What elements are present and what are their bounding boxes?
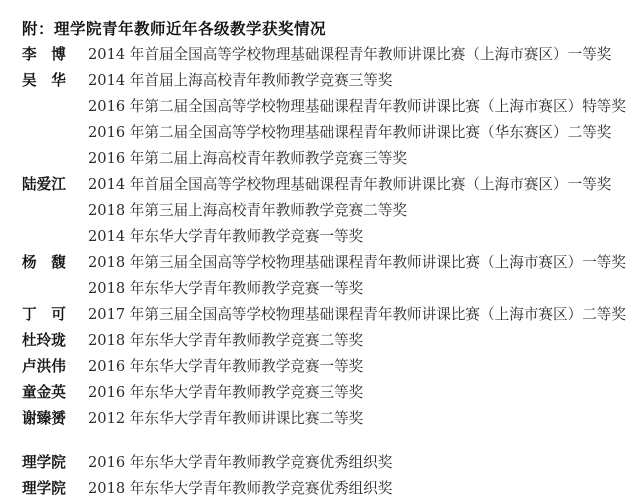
awardee-name: 杨 馥 <box>22 254 66 271</box>
awardee-name: 童金英 <box>22 384 66 401</box>
awardee-name: 理学院 <box>22 480 66 497</box>
award-line: 2016 年第二届全国高等学校物理基础课程青年教师讲课比赛（上海市赛区）特等奖 <box>88 98 626 115</box>
award-lines <box>88 450 632 476</box>
award-line: 2014 年首届上海高校青年教师教学竞赛三等奖 <box>88 72 393 89</box>
entry-row <box>22 380 632 406</box>
page-title: 附：理学院青年教师近年各级教学获奖情况 <box>22 19 327 38</box>
awardee-name: 理学院 <box>22 454 66 471</box>
award-lines <box>88 476 632 502</box>
award-line: 2018 年第三届全国高等学校物理基础课程青年教师讲课比赛（上海市赛区）一等奖 <box>88 254 626 271</box>
award-line: 2016 年东华大学青年教师教学竞赛优秀组织奖 <box>88 454 393 471</box>
award-line: 2014 年东华大学青年教师教学竞赛一等奖 <box>88 228 364 245</box>
award-line: 2016 年东华大学青年教师教学竞赛三等奖 <box>88 384 364 401</box>
award-line: 2016 年东华大学青年教师教学竞赛一等奖 <box>88 358 364 375</box>
award-line: 2016 年第二届全国高等学校物理基础课程青年教师讲课比赛（华东赛区）二等奖 <box>88 124 612 141</box>
award-lines <box>88 354 632 380</box>
awardee-name: 李 博 <box>22 46 66 63</box>
entry-row <box>22 42 632 68</box>
award-lines <box>88 68 632 172</box>
entry-row <box>22 68 632 172</box>
award-lines <box>88 172 632 250</box>
award-line: 2018 年东华大学青年教师教学竞赛一等奖 <box>88 280 364 297</box>
entry-row <box>22 406 632 432</box>
awardee-name: 吴 华 <box>22 72 66 89</box>
award-line: 2017 年第三届全国高等学校物理基础课程青年教师讲课比赛（上海市赛区）二等奖 <box>88 306 626 323</box>
entry-row <box>22 172 632 250</box>
award-line: 2014 年首届全国高等学校物理基础课程青年教师讲课比赛（上海市赛区）一等奖 <box>88 176 612 193</box>
award-line: 2018 年东华大学青年教师教学竞赛优秀组织奖 <box>88 480 393 497</box>
award-line: 2014 年首届全国高等学校物理基础课程青年教师讲课比赛（上海市赛区）一等奖 <box>88 46 612 63</box>
award-lines <box>88 380 632 406</box>
teacher-awards-list <box>22 42 632 432</box>
award-lines <box>88 42 632 68</box>
award-lines <box>88 250 632 302</box>
awardee-name: 卢洪伟 <box>22 358 66 375</box>
section-gap <box>22 432 632 450</box>
entry-row <box>22 476 632 502</box>
award-line: 2016 年第二届上海高校青年教师教学竞赛三等奖 <box>88 150 408 167</box>
entry-row <box>22 354 632 380</box>
awardee-name: 丁 可 <box>22 306 66 323</box>
awardee-name: 陆爱江 <box>22 176 66 193</box>
entry-row <box>22 450 632 476</box>
entry-row <box>22 328 632 354</box>
award-line: 2018 年第三届上海高校青年教师教学竞赛二等奖 <box>88 202 408 219</box>
award-line: 2018 年东华大学青年教师教学竞赛二等奖 <box>88 332 364 349</box>
college-awards-list <box>22 450 632 502</box>
award-lines <box>88 302 632 328</box>
awardee-name: 杜玲珑 <box>22 332 66 349</box>
award-lines <box>88 406 632 432</box>
award-line: 2012 年东华大学青年教师讲课比赛二等奖 <box>88 410 364 427</box>
entry-row <box>22 302 632 328</box>
award-lines <box>88 328 632 354</box>
entry-row <box>22 250 632 302</box>
awardee-name: 谢臻赟 <box>22 410 66 427</box>
